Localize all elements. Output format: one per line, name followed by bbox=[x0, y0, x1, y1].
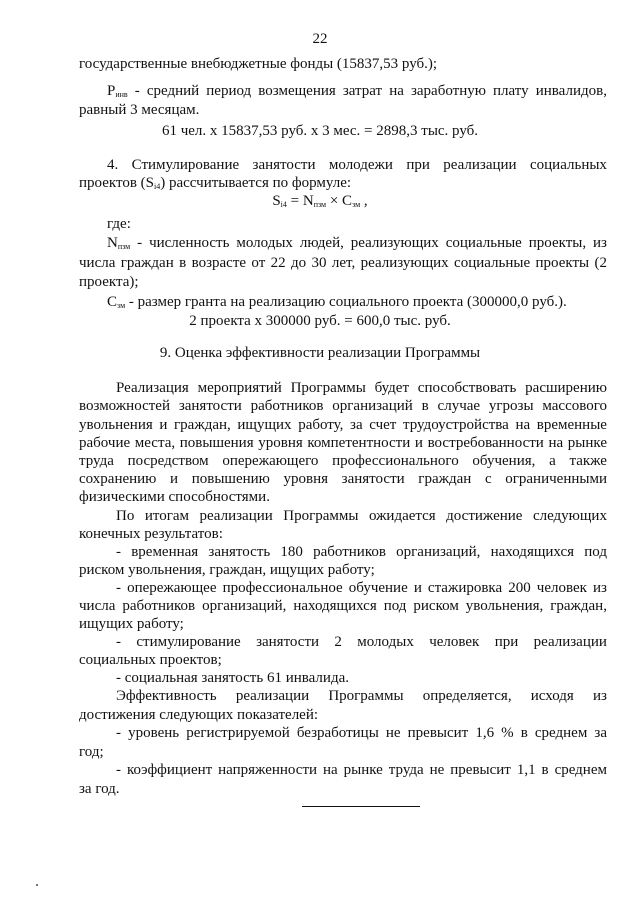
word: не bbox=[429, 762, 445, 778]
word: повышения bbox=[179, 435, 254, 451]
word: профессиональное bbox=[222, 580, 343, 596]
word: от bbox=[251, 255, 266, 271]
word: случае bbox=[437, 398, 481, 414]
word: под bbox=[383, 598, 407, 614]
word: находящихся bbox=[490, 544, 575, 560]
word: на bbox=[515, 417, 531, 433]
word: возмещения bbox=[258, 83, 336, 99]
word: коэффициент bbox=[126, 762, 213, 778]
word: из bbox=[593, 235, 607, 251]
word: - bbox=[134, 83, 140, 99]
word: 1,6 bbox=[475, 725, 495, 741]
word: занятость bbox=[208, 544, 271, 560]
word: под bbox=[584, 544, 607, 560]
word: Стимулирование bbox=[131, 157, 240, 173]
text-line bbox=[107, 82, 607, 101]
text-line: социальных проектов; bbox=[79, 652, 222, 668]
subscript: пзм bbox=[117, 242, 131, 251]
text-line: ищущих работу; bbox=[79, 616, 184, 632]
word: мероприятий bbox=[197, 380, 282, 396]
word: а bbox=[549, 453, 556, 469]
word: организаций bbox=[332, 398, 413, 414]
word: способствовать bbox=[417, 380, 517, 396]
word: работников bbox=[313, 544, 386, 560]
text-line: проектов $(S_{i4})$ рассчитывается по формуле: bbox=[79, 175, 352, 191]
word: в bbox=[179, 255, 187, 271]
word: исходя bbox=[530, 688, 574, 704]
word: период bbox=[206, 83, 252, 99]
word: и bbox=[159, 417, 168, 433]
word: молодых bbox=[357, 634, 414, 650]
word: По bbox=[116, 508, 135, 524]
word: временные bbox=[536, 417, 607, 433]
word: также bbox=[569, 453, 607, 469]
word: обучения, bbox=[472, 453, 536, 469]
text-line bbox=[116, 543, 607, 562]
word: молодых bbox=[236, 235, 293, 251]
text-line: государственные внебюджетные фонды (15837,53 руб.); bbox=[79, 56, 438, 72]
word: организаций, bbox=[202, 598, 287, 614]
word: 30 bbox=[311, 255, 327, 271]
text-line bbox=[79, 434, 607, 453]
word: счет bbox=[369, 417, 397, 433]
word: достижение bbox=[446, 508, 523, 524]
subscript: пзм bbox=[313, 200, 327, 209]
word: плату bbox=[493, 83, 529, 99]
word: среднем bbox=[534, 725, 588, 741]
text-line bbox=[79, 452, 607, 471]
symbol: $Р_{инв}$ bbox=[107, 83, 128, 99]
page-number: 22 bbox=[312, 31, 328, 47]
word: опережающее bbox=[127, 580, 217, 596]
word: в bbox=[421, 398, 429, 414]
text-line: достижения следующих показателей: bbox=[79, 707, 319, 723]
text-line: проекта); bbox=[79, 274, 139, 290]
word: реализации bbox=[533, 634, 607, 650]
word: регистрируемой bbox=[186, 725, 290, 741]
word: людей, bbox=[299, 235, 344, 251]
text-line bbox=[116, 633, 607, 652]
word: безработицы bbox=[296, 725, 379, 741]
text-line bbox=[79, 416, 607, 435]
text-line: риском увольнения, граждан, ищущих работу; bbox=[79, 562, 375, 578]
word: востребованности bbox=[427, 435, 544, 451]
word: социальные bbox=[445, 235, 522, 251]
word: рынке bbox=[343, 762, 383, 778]
word: уровень bbox=[128, 725, 180, 741]
word: заработную bbox=[410, 83, 486, 99]
word: реализации bbox=[235, 688, 310, 704]
text-line: год; bbox=[79, 744, 104, 760]
word: % bbox=[501, 725, 514, 741]
word: Эффективность bbox=[116, 688, 217, 704]
word: определяется, bbox=[422, 688, 512, 704]
subscript: инв bbox=[115, 90, 128, 99]
word: превысит bbox=[407, 725, 469, 741]
text-line bbox=[107, 234, 607, 253]
word: занятости bbox=[178, 398, 242, 414]
word: повышению bbox=[191, 471, 270, 487]
word: рабочие bbox=[79, 435, 131, 451]
word: занятости bbox=[341, 471, 405, 487]
word: занятости bbox=[256, 634, 320, 650]
text-line: $С_{зм}$ - размер гранта на реализацию социального проекта (300000,0 руб.). bbox=[107, 294, 567, 310]
word: находящихся bbox=[293, 598, 377, 614]
scan-speck bbox=[36, 884, 38, 886]
word: из bbox=[592, 580, 607, 596]
word: реализующих bbox=[350, 235, 439, 251]
word: численность bbox=[149, 235, 230, 251]
subscript: зм bbox=[117, 301, 126, 310]
word: человек bbox=[536, 580, 587, 596]
word: сохранению bbox=[79, 471, 157, 487]
text-line bbox=[116, 761, 607, 780]
word: числа bbox=[79, 598, 116, 614]
text-line bbox=[116, 379, 607, 398]
word: работников bbox=[122, 598, 196, 614]
word: граждан bbox=[120, 255, 174, 271]
word: из bbox=[592, 688, 607, 704]
word: 200 bbox=[508, 580, 531, 596]
word: в bbox=[541, 762, 549, 778]
word: профессионального bbox=[332, 453, 459, 469]
text-line bbox=[79, 470, 607, 489]
word: рынке bbox=[567, 435, 607, 451]
word: напряженности bbox=[218, 762, 318, 778]
word: ищущих bbox=[237, 417, 292, 433]
word: инвалидов, bbox=[535, 83, 607, 99]
word: молодежи bbox=[328, 157, 393, 173]
word: за bbox=[594, 725, 607, 741]
word: не bbox=[385, 725, 401, 741]
word: работников bbox=[250, 398, 324, 414]
word: посредством bbox=[127, 453, 209, 469]
word: труда bbox=[388, 762, 424, 778]
word: будет bbox=[374, 380, 410, 396]
text-line: - социальная занятость 61 инвалида. bbox=[116, 670, 349, 686]
word: в bbox=[520, 725, 528, 741]
text-line: физическими способностями. bbox=[79, 489, 270, 505]
word: - bbox=[116, 544, 121, 560]
word: среднем bbox=[554, 762, 607, 778]
word: уровня bbox=[258, 435, 303, 451]
word: занятости bbox=[252, 157, 316, 173]
word: до bbox=[291, 255, 307, 271]
text-line bbox=[116, 507, 607, 526]
word: расширению bbox=[525, 380, 607, 396]
word: на bbox=[389, 83, 404, 99]
word: 2 bbox=[334, 634, 342, 650]
word: - bbox=[137, 235, 143, 251]
word: возрасте bbox=[191, 255, 247, 271]
word: числа bbox=[79, 255, 116, 271]
word: трудоустройства bbox=[402, 417, 509, 433]
word: на bbox=[323, 762, 338, 778]
word: социальные bbox=[454, 255, 531, 271]
word: при bbox=[494, 634, 519, 650]
text-line: 2 проекта х 300000 руб. = 600,0 тыс. руб. bbox=[189, 313, 451, 329]
word: Программы bbox=[290, 380, 366, 396]
word: Реализация bbox=[116, 380, 189, 396]
word: увольнения, bbox=[465, 598, 544, 614]
word: итогам bbox=[144, 508, 189, 524]
word: реализации bbox=[199, 508, 273, 524]
word: следующих bbox=[532, 508, 607, 524]
word: Программы bbox=[328, 688, 404, 704]
word: уровня bbox=[283, 471, 329, 487]
text-line: конечных результатов: bbox=[79, 526, 223, 542]
subscript: i4 bbox=[280, 200, 287, 209]
word: - bbox=[116, 580, 121, 596]
text-line bbox=[116, 579, 607, 598]
word: работу, bbox=[298, 417, 344, 433]
word: возможностей bbox=[79, 398, 170, 414]
word: опережающего bbox=[222, 453, 319, 469]
word: граждан, bbox=[550, 598, 607, 614]
word: стажировка bbox=[427, 580, 503, 596]
text-line: 61 чел. х 15837,53 руб. х 3 мес. = 2898,3 тыс. руб. bbox=[161, 123, 479, 139]
word: 180 bbox=[280, 544, 303, 560]
word: с bbox=[484, 471, 492, 487]
word: труда bbox=[79, 453, 114, 469]
word: ожидается bbox=[368, 508, 436, 524]
word: на bbox=[548, 435, 564, 451]
word: превысит bbox=[450, 762, 511, 778]
word: компетентности bbox=[307, 435, 411, 451]
word: ограниченными bbox=[505, 471, 607, 487]
text-line bbox=[107, 156, 607, 175]
word: граждан, bbox=[174, 417, 231, 433]
text-line bbox=[79, 254, 607, 273]
word: 22 bbox=[270, 255, 286, 271]
text-line: 9. Оценка эффективности реализации Программы bbox=[159, 345, 481, 361]
word: при bbox=[406, 157, 430, 173]
word: реализации bbox=[443, 157, 517, 173]
word: временная bbox=[131, 544, 199, 560]
word: и bbox=[170, 471, 179, 487]
subscript: зм bbox=[352, 200, 361, 209]
word: 4. bbox=[107, 157, 119, 173]
subscript: i4 bbox=[154, 182, 161, 191]
word: проекты, bbox=[528, 235, 587, 251]
word: увольнения bbox=[79, 417, 153, 433]
word: - bbox=[116, 725, 121, 741]
word: массового bbox=[542, 398, 607, 414]
text-line bbox=[79, 597, 607, 616]
text-line bbox=[79, 397, 607, 416]
word: проекты bbox=[535, 255, 590, 271]
word: и bbox=[413, 580, 422, 596]
text-line: равный 3 месяцам. bbox=[79, 102, 200, 118]
word: человек bbox=[429, 634, 480, 650]
word: риском bbox=[413, 598, 459, 614]
word: социальных bbox=[529, 157, 607, 173]
text-line bbox=[116, 687, 607, 706]
word: места, bbox=[134, 435, 176, 451]
word: затрат bbox=[342, 83, 383, 99]
text-line bbox=[116, 724, 607, 743]
word: угрозы bbox=[488, 398, 534, 414]
word: - bbox=[116, 762, 121, 778]
word: стимулирование bbox=[136, 634, 241, 650]
word: и bbox=[414, 435, 423, 451]
word: средний bbox=[146, 83, 200, 99]
word: организаций, bbox=[396, 544, 481, 560]
word: Программы bbox=[283, 508, 359, 524]
word: - bbox=[116, 634, 121, 650]
word: граждан bbox=[418, 471, 472, 487]
text-line: где: bbox=[107, 216, 131, 232]
text-line: за год. bbox=[79, 781, 120, 797]
end-rule bbox=[302, 806, 420, 807]
word: обучение bbox=[348, 580, 408, 596]
word: лет, bbox=[331, 255, 356, 271]
word: (2 bbox=[594, 255, 607, 271]
word: за bbox=[350, 417, 363, 433]
text-line: $S_{i4} = N_{пзм} \times С_{зм}$ , bbox=[272, 193, 368, 209]
word: реализующих bbox=[360, 255, 449, 271]
symbol: $N_{пзм}$ bbox=[107, 235, 131, 251]
word: 1,1 bbox=[516, 762, 536, 778]
